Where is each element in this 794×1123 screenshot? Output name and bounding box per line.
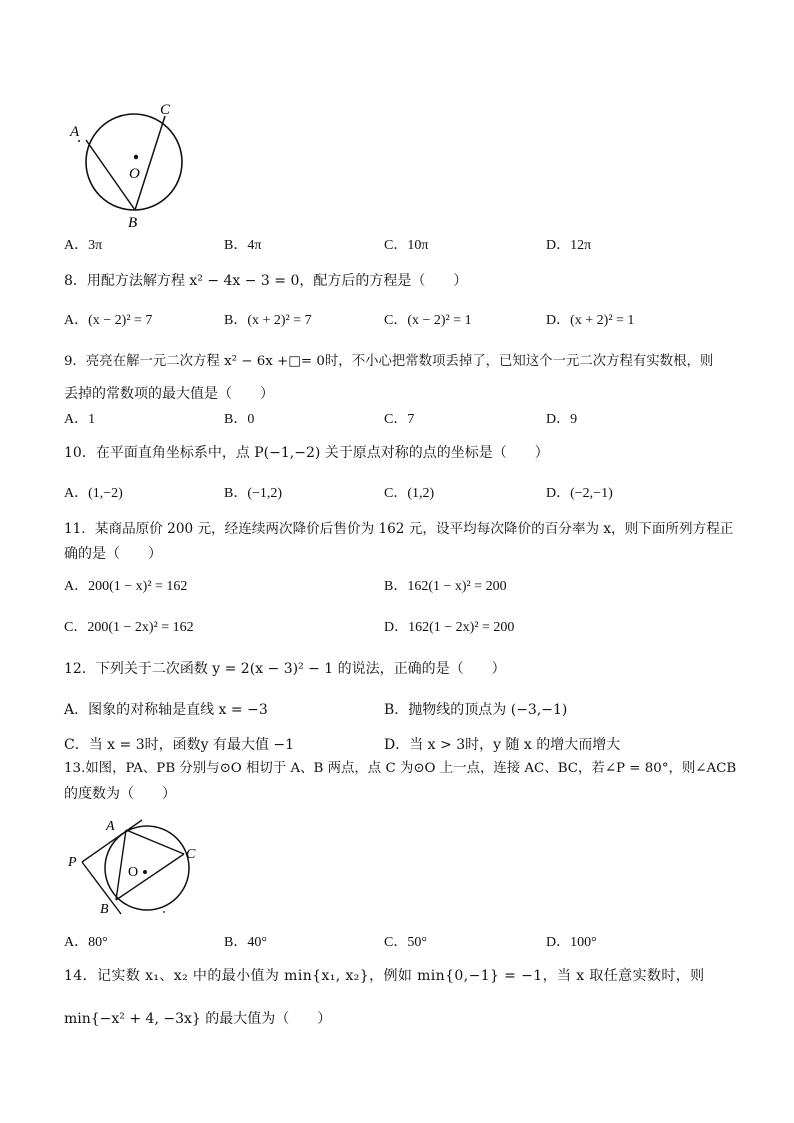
q7-label-o: O <box>129 166 140 182</box>
q8-option-d: D．(x + 2)² = 1 <box>546 313 635 328</box>
q12-option-c: C．当 x = 3时，函数y 有最大值 −1 <box>64 737 295 753</box>
q13-label-o: O <box>128 865 139 880</box>
q10-option-a: A．(1,−2) <box>64 486 123 501</box>
q13-tangent-svg <box>64 814 214 918</box>
q7-label-c: C <box>160 102 171 118</box>
q13-option-b: B．40° <box>224 935 267 950</box>
q7-option-c: C．10π <box>384 238 429 253</box>
q13-option-a: A．80° <box>64 935 108 950</box>
q13-label-c: C <box>186 847 196 862</box>
q11-line2: 确的是（ ） <box>64 546 162 562</box>
q8-option-c: C．(x − 2)² = 1 <box>384 313 472 328</box>
q8-text: 8．用配方法解方程 x² − 4x − 3 = 0，配方后的方程是（ ） <box>64 273 468 289</box>
q7-circle-svg <box>66 96 190 234</box>
q8-option-b: B．(x + 2)² = 7 <box>224 313 312 328</box>
q7-circle-figure <box>66 96 190 234</box>
q11-option-a: A．200(1 − x)² = 162 <box>64 579 188 594</box>
q13-tick-bottom <box>163 911 165 913</box>
q9-line1: 9．亮亮在解一元二次方程 x² − 6x +□= 0时，不小心把常数项丢掉了，已知这个一元二次方程有实数根，则 <box>64 354 714 369</box>
q11-option-d: D．162(1 − 2x)² = 200 <box>384 620 515 635</box>
q12-text: 12．下列关于二次函数 y = 2(x − 3)² − 1 的说法，正确的是（ ） <box>64 661 506 677</box>
q7-tick-a <box>78 140 80 142</box>
q13-label-b: B <box>100 902 109 917</box>
q9-option-d: D．9 <box>546 412 578 427</box>
q9-option-c: C．7 <box>384 412 415 427</box>
q10-text: 10．在平面直角坐标系中，点 P(−1,−2) 关于原点对称的点的坐标是（ ） <box>64 445 549 461</box>
q13-chord-bc <box>116 854 184 900</box>
q13-chord-ab <box>116 830 126 900</box>
q9-option-b: B．0 <box>224 412 255 427</box>
q7-center-dot <box>134 155 138 159</box>
q13-label-a: A <box>106 819 115 834</box>
q8-option-a: A．(x − 2)² = 7 <box>64 313 153 328</box>
q13-label-p: P <box>68 855 77 870</box>
q14-line2: min{−x² + 4, −3x} 的最大值为（ ） <box>64 1011 332 1027</box>
q7-chord-cb <box>135 116 165 210</box>
q7-option-b: B．4π <box>224 238 262 253</box>
q13-tangent-figure <box>64 814 214 918</box>
q13-center-dot <box>143 870 147 874</box>
q7-circle <box>86 114 182 210</box>
q14-line1: 14．记实数 x₁、x₂ 中的最小值为 min{x₁, x₂}，例如 min{0,−1} = −1，当 x 取任意实数时，则 <box>64 968 705 984</box>
q11-option-c: C．200(1 − 2x)² = 162 <box>64 620 194 635</box>
q13-option-c: C．50° <box>384 935 427 950</box>
q13-chord-ac <box>126 830 184 854</box>
q9-option-a: A．1 <box>64 412 96 427</box>
q11-line1: 11．某商品原价 200 元，经连续两次降价后售价为 162 元，设平均每次降价的百分率为 x，则下面所列方程正 <box>64 521 734 537</box>
q7-label-b: B <box>128 215 138 231</box>
q7-option-a: A．3π <box>64 238 103 253</box>
q12-option-a: A．图象的对称轴是直线 x = −3 <box>64 702 268 718</box>
q13-line1: 13.如图，PA、PB 分别与⊙O 相切于 A、B 两点，点 C 为⊙O 上一点，连接 AC、BC，若∠P = 80°，则∠ACB <box>64 761 737 776</box>
q11-option-b: B．162(1 − x)² = 200 <box>384 579 507 594</box>
q10-option-d: D．(−2,−1) <box>546 486 613 501</box>
q7-label-a: A <box>70 124 80 140</box>
q12-option-b: B．抛物线的顶点为 (−3,−1) <box>384 702 568 718</box>
q7-option-d: D．12π <box>546 238 592 253</box>
q7-chord-ab <box>86 140 135 210</box>
q12-option-d: D．当 x > 3时，y 随 x 的增大而增大 <box>384 737 621 753</box>
q13-option-d: D．100° <box>546 935 597 950</box>
q10-option-b: B．(−1,2) <box>224 486 283 501</box>
q9-line2: 丢掉的常数项的最大值是（ ） <box>64 386 274 402</box>
q10-option-c: C．(1,2) <box>384 486 435 501</box>
q13-line2: 的度数为（ ） <box>64 786 176 802</box>
